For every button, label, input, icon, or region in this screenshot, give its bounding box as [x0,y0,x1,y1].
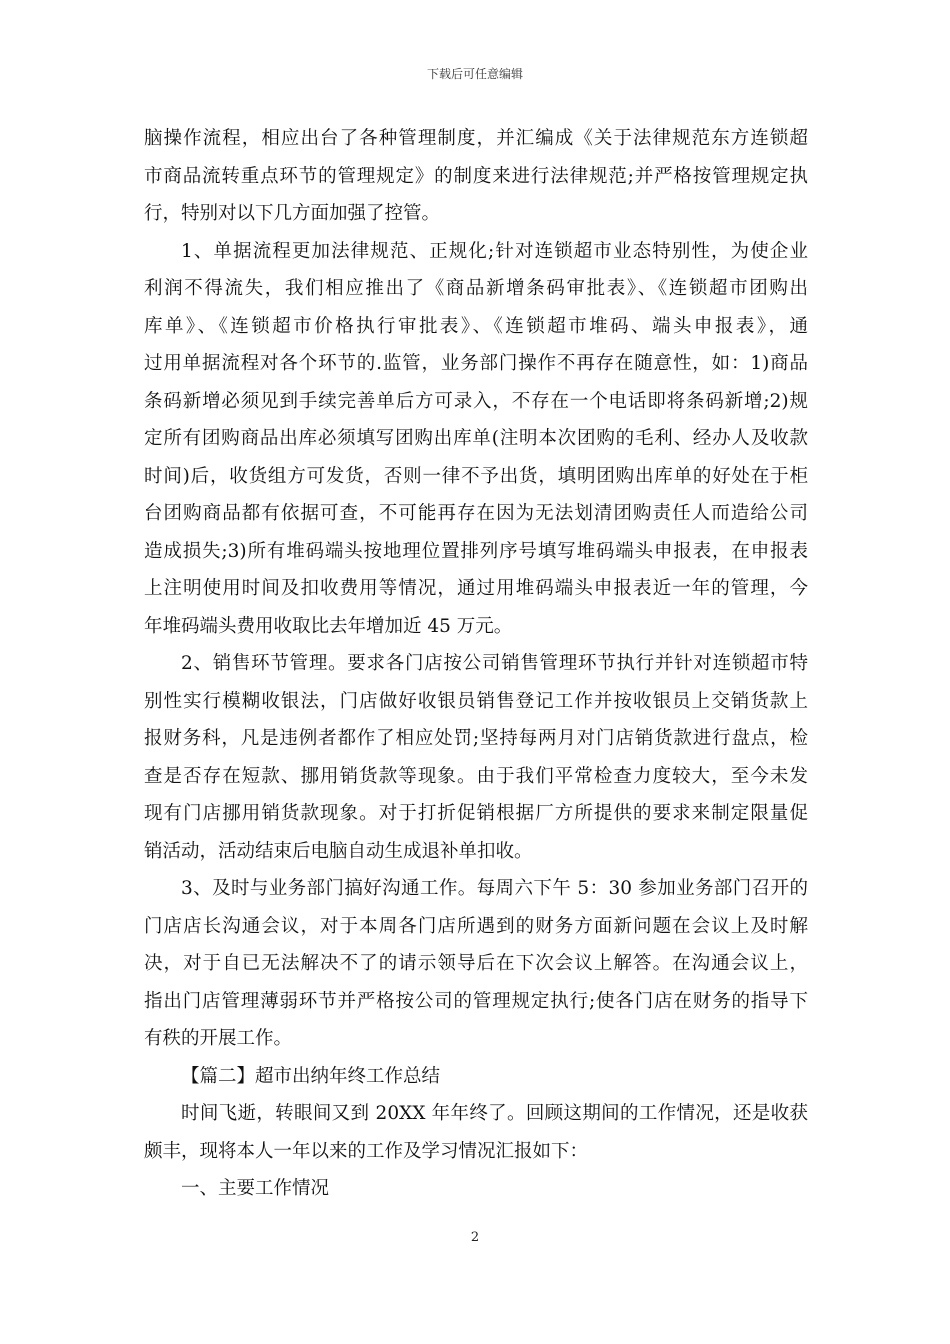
text-line: 年堆码端头费用收取比去年增加近 45 万元。 [144,615,513,637]
text-line: 决，对于自已无法解决不了的请示领导后在下次会议上解答。在沟通会议上， [144,953,808,974]
page-number: 2 [470,1230,480,1245]
text-line: 查是否存在短款、挪用销货款等现象。由于我们平常检查力度较大，至今未发 [144,765,808,787]
text-line: 现有门店挪用销货款现象。对于打折促销根据厂方所提供的要求来制定限量促 [144,803,808,824]
text-line: 别性实行模糊收银法，门店做好收银员销售登记工作并按收银员上交销货款上 [144,690,808,712]
text-line: 2、销售环节管理。要求各门店按公司销售管理环节执行并针对连锁超市特 [181,653,808,674]
text-line: 有秩的开展工作。 [144,1028,293,1049]
text-line: 库单》、《连锁超市价格执行审批表》、《连锁超市堆码、端头申报表》，通 [144,315,808,337]
text-line: 报财务科，凡是违例者都作了相应处罚;坚持每两月对门店销货款进行盘点，检 [144,728,808,749]
text-line: 上注明使用时间及扣收费用等情况，通过用堆码端头申报表近一年的管理，今 [144,578,808,599]
text-line: 行，特别对以下几方面加强了控管。 [144,203,441,224]
text-line: 定所有团购商品出库必须填写团购出库单(注明本次团购的毛利、经办人及收款 [144,428,808,449]
text-line: 市商品流转重点环节的管理规定》的制度来进行法律规范;并严格按管理规定执 [144,165,808,187]
text-line: 条码新增必须见到手续完善单后方可录入，不存在一个电话即将条码新增;2)规 [144,390,808,412]
text-line: 时间)后，收货组方可发货，否则一律不予出货，填明团购出库单的好处在于柜 [144,465,808,487]
document-body [144,120,808,1208]
text-line: 造成损失;3)所有堆码端头按地理位置排列序号填写堆码端头申报表，在申报表 [144,540,808,562]
text-line: 一、主要工作情况 [181,1178,330,1199]
text-line: 利润不得流失，我们相应推出了《商品新增条码审批表》、《连锁超市团购出 [144,278,808,299]
text-line: 1、单据流程更加法律规范、正规化;针对连锁超市业态特别性，为使企业 [181,240,808,262]
text-line: 门店店长沟通会议，对于本周各门店所遇到的财务方面新问题在会议上及时解 [144,915,808,937]
text-line: 时间飞逝，转眼间又到 20XX 年年终了。回顾这期间的工作情况，还是收获 [181,1103,808,1124]
text-line: 过用单据流程对各个环节的.监管，业务部门操作不再存在随意性，如：1)商品 [144,353,808,374]
text-line: 3、及时与业务部门搞好沟通工作。每周六下午 5：30 参加业务部门召开的 [181,878,808,899]
text-line: 台团购商品都有依据可查，不可能再存在因为无法划清团购责任人而造给公司 [144,503,808,524]
page-header: 下载后可任意编辑 [426,67,523,81]
text-line: 脑操作流程，相应出台了各种管理制度，并汇编成《关于法律规范东方连锁超 [144,128,808,149]
text-line: 颇丰，现将本人一年以来的工作及学习情况汇报如下： [144,1140,589,1162]
text-line: 【篇二】超市出纳年终工作总结 [181,1065,441,1087]
text-line: 指出门店管理薄弱环节并严格按公司的管理规定执行;使各门店在财务的指导下 [144,990,808,1012]
text-line: 销活动，活动结束后电脑自动生成退补单扣收。 [144,840,533,862]
